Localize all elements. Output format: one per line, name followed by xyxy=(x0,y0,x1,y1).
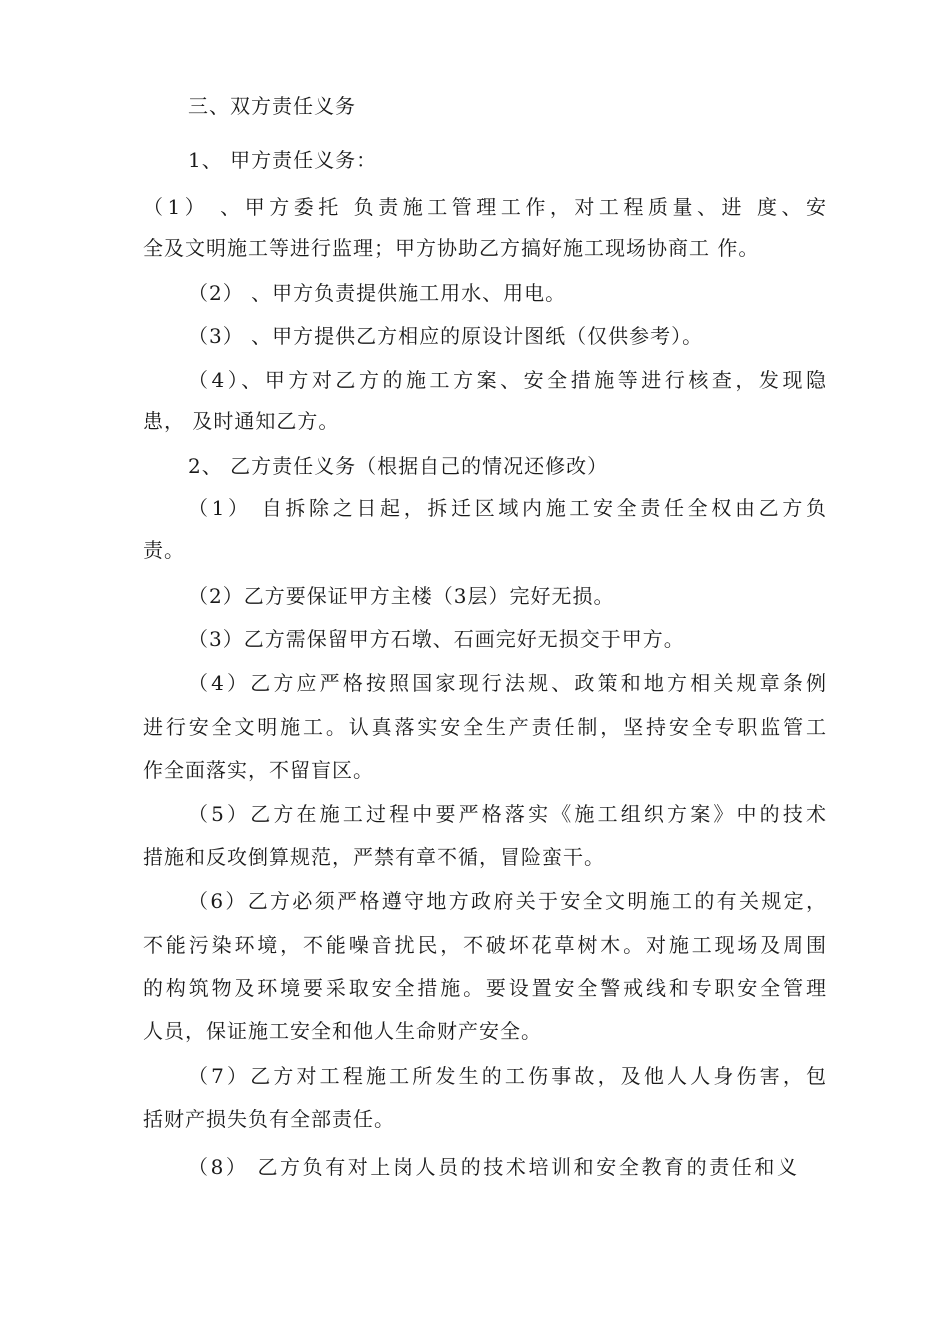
party-a-item4-line2: 患， 及时通知乙方。 xyxy=(143,409,340,433)
party-a-item1-line1: （1） 、甲方委托 负责施工管理工作，对工程质量、进 度、安 xyxy=(143,195,827,219)
party-b-item4-line1: （4）乙方应严格按照国家现行法规、政策和地方相关规章条例 xyxy=(188,671,827,695)
party-b-item4-line3: 作全面落实，不留盲区。 xyxy=(143,758,374,782)
party-b-item7-line2: 括财产损失负有全部责任。 xyxy=(143,1107,395,1131)
party-b-item2: （2）乙方要保证甲方主楼（3层）完好无损。 xyxy=(188,584,615,608)
party-a-item3: （3） 、甲方提供乙方相应的原设计图纸（仅供参考）。 xyxy=(188,324,704,348)
party-b-item6-line1: （6）乙方必须严格遵守地方政府关于安全文明施工的有关规定， xyxy=(188,889,827,913)
party-b-item5-line2: 措施和反攻倒算规范，严禁有章不循，冒险蛮干。 xyxy=(143,845,605,869)
party-a-item2: （2） 、甲方负责提供施工用水、用电。 xyxy=(188,281,567,305)
party-b-item6-line3: 的构筑物及环境要采取安全措施。要设置安全警戒线和专职安全管理 xyxy=(143,976,827,1000)
party-b-item8-line1: （8） 乙方负有对上岗人员的技术培训和安全教育的责任和义 xyxy=(188,1155,798,1179)
party-b-item6-line4: 人员，保证施工安全和他人生命财产安全。 xyxy=(143,1019,542,1043)
party-b-item6-line2: 不能污染环境，不能噪音扰民，不破坏花草树木。对施工现场及周围 xyxy=(143,933,827,957)
party-b-item4-line2: 进行安全文明施工。认真落实安全生产责任制，坚持安全专职监管工 xyxy=(143,715,827,739)
party-a-item4-line1: （4）、甲方对乙方的施工方案、安全措施等进行核查，发现隐 xyxy=(188,368,827,392)
party-b-item5-line1: （5）乙方在施工过程中要严格落实《施工组织方案》中的技术 xyxy=(188,802,827,826)
section-heading: 三、双方责任义务 xyxy=(188,94,356,118)
party-b-item1-line2: 责。 xyxy=(143,538,185,562)
party-b-item1-line1: （1） 自拆除之日起，拆迁区域内施工安全责任全权由乙方负 xyxy=(188,496,827,520)
party-b-item3: （3）乙方需保留甲方石墩、石画完好无损交于甲方。 xyxy=(188,627,685,651)
party-a-item1-line2: 全及文明施工等进行监理；甲方协助乙方搞好施工现场协商工 作。 xyxy=(143,236,760,260)
party-b-item7-line1: （7）乙方对工程施工所发生的工伤事故，及他人人身伤害，包 xyxy=(188,1064,827,1088)
party-a-title: 1、 甲方责任义务： xyxy=(188,148,378,172)
party-b-title: 2、 乙方责任义务（根据自己的情况还修改） xyxy=(188,454,609,478)
